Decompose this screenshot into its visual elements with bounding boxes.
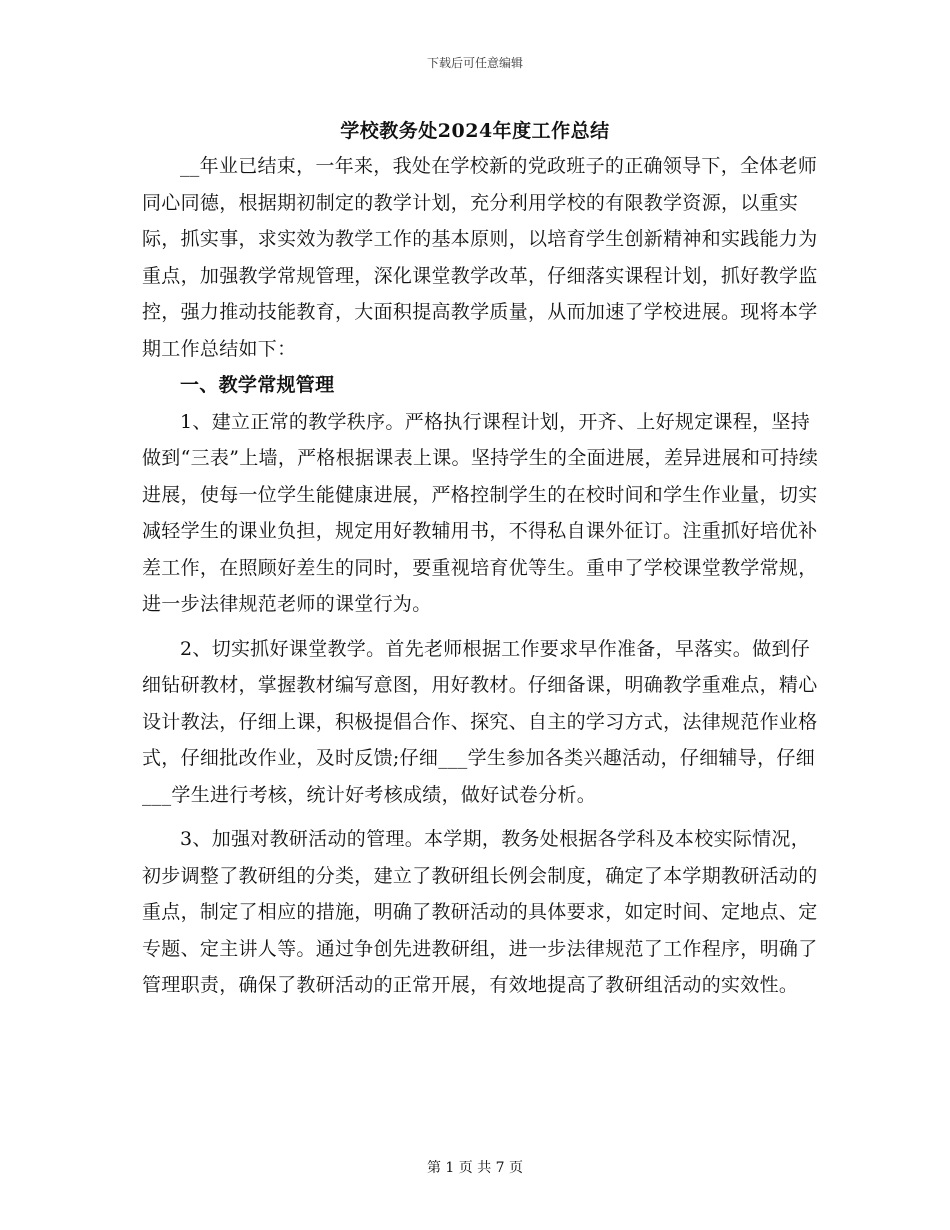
body-paragraph-2: 2、切实抓好课堂教学。首先老师根据工作要求早作准备，早落实。做到仔细钻研教材，掌握教材编写意图，用好教材。仔细备课，明确教学重难点，精心设计教法，仔细上课，积极提倡合作、探究、自主的学习方式，法律规范作业格式，仔细批改作业，及时反馈;仔细___学生参加各类兴趣活动，仔细辅导，仔细___学生进行考核，统计好考核成绩，做好试卷分析。 <box>142 637 818 806</box>
intro-paragraph: __年业已结束，一年来，我处在学校新的党政班子的正确领导下，全体老师同心同德，根据期初制定的教学计划，充分利用学校的有限教学资源，以重实际，抓实事，求实效为教学工作的基本原则，以培育学生创新精神和实践能力为重点，加强教学常规管理，深化课堂教学改革，仔细落实课程计划，抓好教学监控，强力推动技能教育，大面积提高教学质量，从而加速了学校进展。现将本学期工作总结如下： <box>142 155 818 360</box>
section-heading: 一、教学常规管理 <box>180 374 335 396</box>
page-number: 第 1 页 共 7 页 <box>426 1160 524 1176</box>
body-paragraph-1: 1、建立正常的教学秩序。严格执行课程计划，开齐、上好规定课程，坚持做到“三表”上墙，严格根据课表上课。坚持学生的全面进展，差异进展和可持续进展，使每一位学生能健康进展，严格控制学生的在校时间和学生作业量，切实减轻学生的课业负担，规定用好教辅用书，不得私自课外征订。注重抓好培优补差工作，在照顾好差生的同时，要重视培育优等生。重申了学校课堂教学常规，进一步法律规范老师的课堂行为。 <box>142 410 819 615</box>
body-paragraph-3: 3、加强对教研活动的管理。本学期，教务处根据各学科及本校实际情况，初步调整了教研组的分类，建立了教研组长例会制度，确定了本学期教研活动的重点，制定了相应的措施，明确了教研活动的具体要求，如定时间、定地点、定专题、定主讲人等。通过争创先进教研组，进一步法律规范了工作程序，明确了管理职责，确保了教研活动的正常开展，有效地提高了教研组活动的实效性。 <box>142 828 818 996</box>
page-header-note: 下载后可任意编辑 <box>426 56 523 70</box>
document-body <box>142 148 822 1004</box>
document-title: 学校教务处2024年度工作总结 <box>340 120 610 142</box>
